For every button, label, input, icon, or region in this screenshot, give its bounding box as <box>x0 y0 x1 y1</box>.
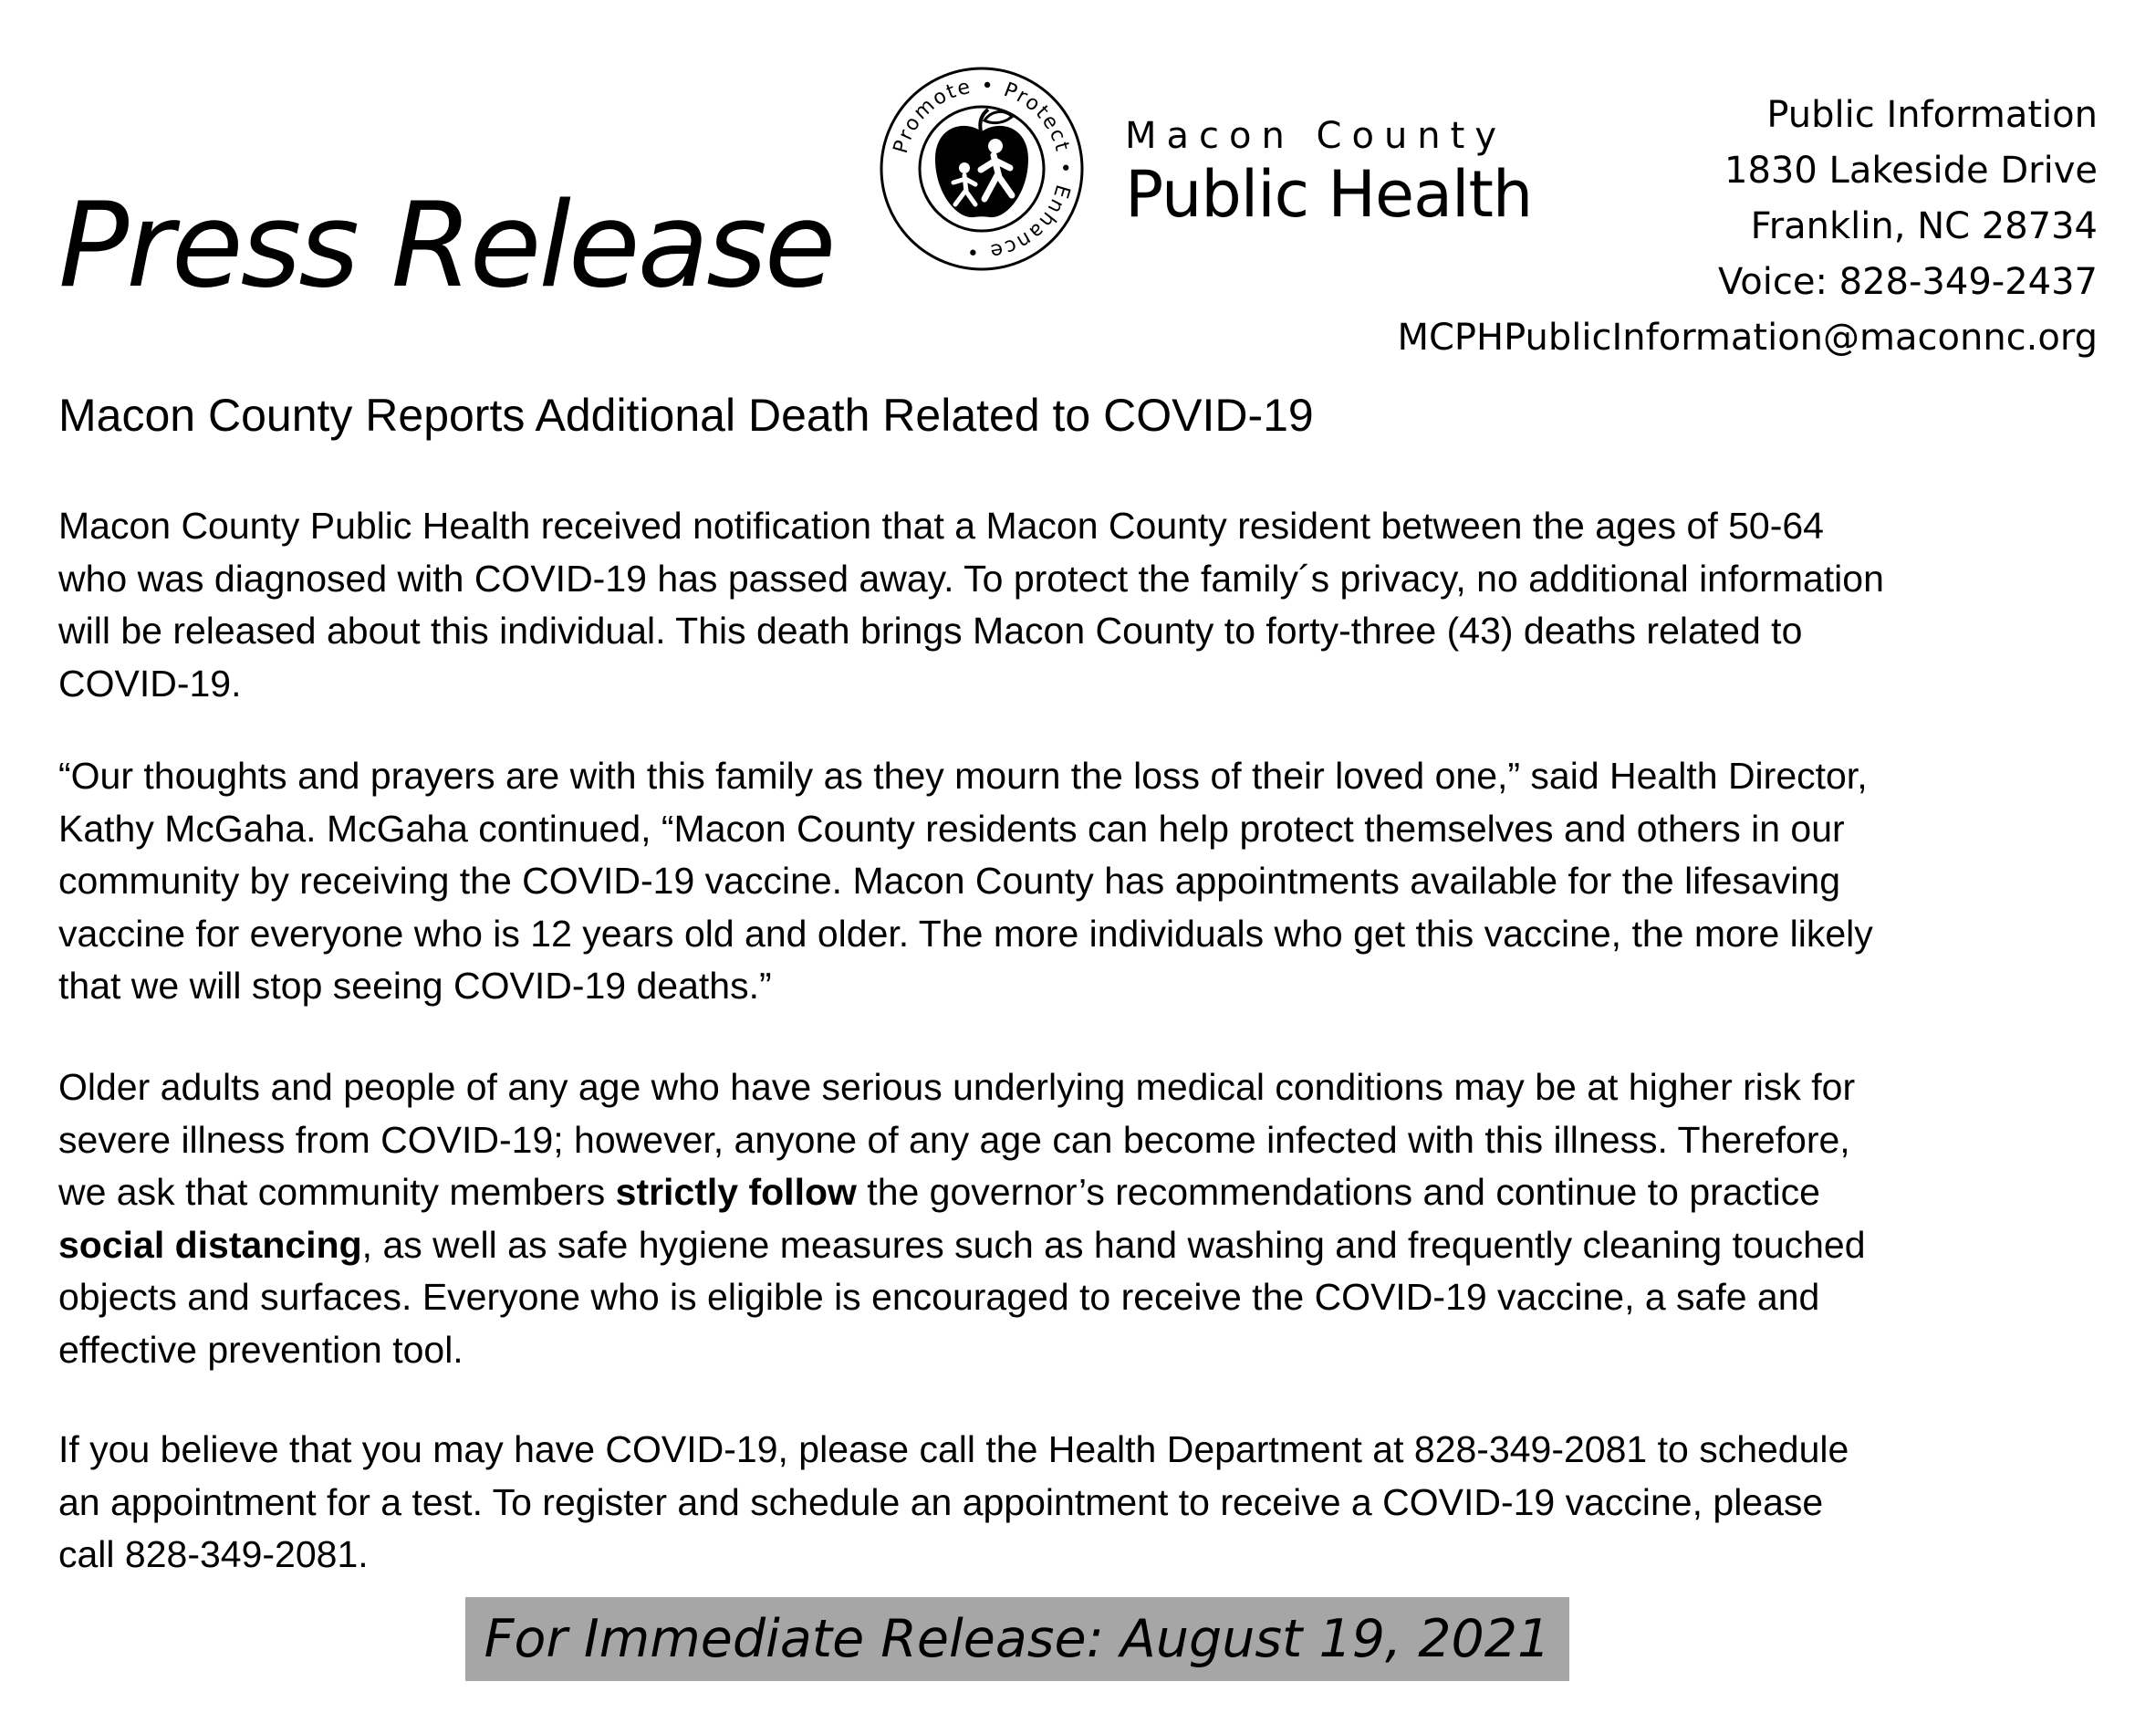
press-release-title: Press Release <box>58 178 834 314</box>
contact-office: Public Information <box>1766 94 2098 136</box>
paragraph-death-notice <box>58 500 2130 710</box>
text-segment: the governor’s recommendations and continue to practice <box>856 1171 1820 1213</box>
paragraph-line <box>58 1166 2130 1219</box>
text-segment: , as well as safe hygiene measures such as hand washing and frequently cleaning touched <box>361 1223 1866 1266</box>
paragraph-director-quote <box>58 750 2130 1013</box>
paragraph-line: call 828-349-2081. <box>58 1533 369 1575</box>
paragraph-line: Older adults and people of any age who have serious underlying medical conditions may be at higher risk for <box>58 1066 1856 1108</box>
paragraph-line <box>58 1219 2130 1272</box>
paragraph-line: objects and surfaces. Everyone who is eligible is encouraged to receive the COVID-19 vaccine, a safe and <box>58 1276 1820 1318</box>
paragraph-line: Macon County Public Health received notification that a Macon County resident between the ages of 50-64 <box>58 505 1824 547</box>
paragraph-line: that we will stop seeing COVID-19 deaths.” <box>58 965 772 1007</box>
contact-street-address: 1830 Lakeside Drive <box>1724 150 2098 192</box>
svg-text:Promote • Protect • Enhance •: Promote • Protect • Enhance • <box>889 74 1077 264</box>
paragraph-risk-guidance <box>58 1061 2130 1376</box>
paragraph-line: an appointment for a test. To register and schedule an appointment to receive a COVID-19 vaccine, please <box>58 1480 1824 1523</box>
paragraph-line: effective prevention tool. <box>58 1328 463 1371</box>
emphasis-social-distancing: social distancing <box>58 1223 362 1266</box>
paragraph-line: who was diagnosed with COVID-19 has passed away. To protect the family´s privacy, no additional information <box>58 557 1884 600</box>
contact-info <box>1397 88 2098 366</box>
public-health-seal-logo <box>879 66 1085 272</box>
release-date-banner: For Immediate Release: August 19, 2021 <box>465 1597 1569 1681</box>
paragraph-line: vaccine for everyone who is 12 years old and older. The more individuals who get this vaccine, the more likely <box>58 912 1873 955</box>
organization-county: Macon County <box>1125 115 1507 157</box>
emphasis-strictly-follow: strictly follow <box>615 1171 857 1213</box>
contact-email: MCPHPublicInformation@maconnc.org <box>1397 317 2098 359</box>
apple-with-running-figures-icon <box>935 110 1028 217</box>
contact-city-state-zip: Franklin, NC 28734 <box>1750 205 2098 247</box>
organization-department: Public Health <box>1125 157 1533 232</box>
paragraph-line: If you believe that you may have COVID-19, please call the Health Department at 828-349-2081 to schedule <box>58 1428 1849 1470</box>
headline: Macon County Reports Additional Death Related to COVID-19 <box>58 390 1314 441</box>
paragraph-line: will be released about this individual. This death brings Macon County to forty-three (43) deaths related to <box>58 610 1803 652</box>
paragraph-line: severe illness from COVID-19; however, anyone of any age can become infected with this illness. Therefore, <box>58 1118 1850 1161</box>
paragraph-testing-vaccine-contact <box>58 1424 2130 1582</box>
contact-phone: Voice: 828-349-2437 <box>1718 261 2098 303</box>
paragraph-line: COVID-19. <box>58 662 242 705</box>
paragraph-line: “Our thoughts and prayers are with this family as they mourn the loss of their loved one,” said Health Director, <box>58 755 1868 797</box>
text-segment: we ask that community members <box>58 1171 616 1213</box>
paragraph-line: community by receiving the COVID-19 vaccine. Macon County has appointments available for the lifesaving <box>58 860 1841 902</box>
paragraph-line: Kathy McGaha. McGaha continued, “Macon County residents can help protect themselves and others in our <box>58 807 1845 850</box>
